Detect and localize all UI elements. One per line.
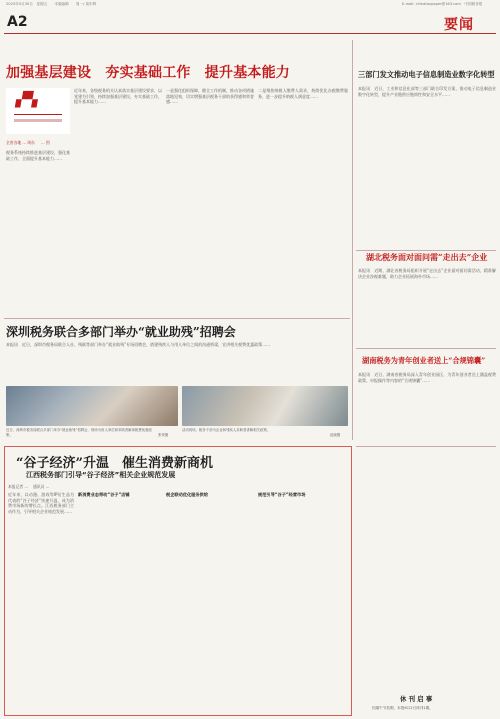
caption-left-credit: 张荣摄 xyxy=(158,433,169,437)
column-body: 因端午节放假，本报6月2日休刊1期。 xyxy=(372,706,433,710)
side-story-2-body: 本报讯 近期，湖北省税务局组织开展“走出去”企业面对面问需活动，精准解决企业涉税难题，助力企业拓展海外市场…… xyxy=(358,268,496,279)
lead-logo-brush-mark: ▞▚ xyxy=(14,92,40,108)
feature-subtitle-1: 新消费业态带动“谷子”店铺 xyxy=(78,492,130,497)
lead-logo-subtitle xyxy=(14,119,62,122)
feature-body-col-2 xyxy=(78,500,162,710)
side-story-1-headline: 三部门发文推动电子信息制造业数字化转型 xyxy=(358,70,495,79)
feature-body-col-1: 近年来，以动漫、游戏等IP衍生品为代表的“谷子经济”快速升温，成为消费市场新的增长点。江西税务部门主动作为，引导相关企业规范发展…… xyxy=(8,492,74,514)
photo-job-fair-right xyxy=(182,386,348,426)
column-title: 休 刊 启 事 xyxy=(400,695,433,703)
column-body-area xyxy=(358,450,496,690)
side-story-1-body: 本报讯 近日，工业和信息化部等三部门联合印发方案，推动电子信息制造业数字化转型，提升产业链供应链韧性和安全水平…… xyxy=(358,86,496,97)
employment-headline: 深圳税务联合多部门举办“就业助残”招聘会 xyxy=(6,325,236,339)
feature-body-col-4 xyxy=(258,500,346,710)
page-number: A2 xyxy=(7,14,28,30)
caption-left: 近日，深圳市税务局联合多部门举办“就业助残”招聘会，现场为用人单位和求职者解读税费优惠政策。 xyxy=(6,428,152,437)
feature-subheadline: 江西税务部门引导“谷子经济”相关企业规范发展 xyxy=(26,471,176,479)
feature-body-col-3 xyxy=(166,500,254,710)
caption-right: 活动现场，税务干部为企业和残疾人求职者讲解相关政策。 xyxy=(182,428,271,432)
side-divider-1 xyxy=(356,250,496,251)
side-divider-2 xyxy=(356,348,496,349)
lead-headline: 加强基层建设 夯实基础工作 提升基本能力 xyxy=(6,65,290,81)
lead-logo-underline xyxy=(14,114,62,115)
masthead-date-line: 2025年5月30日 星期五 本版编辑 周一/ 周东辉 xyxy=(6,2,97,6)
lead-logo-block xyxy=(6,88,70,134)
lead-byline: 全省各地 ... 周东 ... 图 xyxy=(6,140,50,145)
column-top-divider xyxy=(356,446,496,447)
side-story-2-headline: 湖北税务面对面问需“走出去”企业 xyxy=(366,252,488,262)
lead-intro: 税务系统持续推进基层建设，强化基础工作，全面提升基本能力…… xyxy=(6,150,70,161)
feature-headline: “谷子经济”升温 催生消费新商机 xyxy=(16,456,213,471)
side-story-3-body: 本报讯 近日，湖南省税务局深入青年创业园区，为青年创业者送上涵盖税费政策、申报操作等内容的“合规锦囊”…… xyxy=(358,372,496,383)
feature-subtitle-2: 税企联动优化服务供给 xyxy=(166,492,208,497)
masthead-divider xyxy=(4,33,496,34)
right-column-divider xyxy=(352,40,353,440)
masthead-contact: E-mail: chinataxpaper@163.com 中国税务报 xyxy=(402,2,483,6)
section-title: 要闻 xyxy=(444,17,474,33)
caption-right-credit: 赵晓摄 xyxy=(330,433,341,437)
lead-paragraph-3: 二是聚焦纳税人缴费人需求，持续优化办税缴费服务，进一步提升纳税人满意度…… xyxy=(258,88,348,99)
side-story-3-headline: 湖南税务为青年创业者送上“合规锦囊” xyxy=(362,356,486,365)
photo-job-fair-left xyxy=(6,386,178,426)
lead-paragraph-1: 近年来，各级税务机关认真落实基层建设要求，以党建为引领，持续加强基层建设，夯实基础工作，提升基本能力…… xyxy=(74,88,162,105)
lead-paragraph-2: 一是强化组织保障，健全工作机制，推动各项措施落地见效，切实增强基层税务干部的获得感和荣誉感…… xyxy=(166,88,254,105)
feature-byline: 本报记者 ... 通讯员 ... xyxy=(8,484,50,489)
employment-body: 本报讯 近日，深圳市税务局联合人社、残联等部门举办“就业助残”专场招聘会，搭建残疾人与用人单位之间的沟通桥梁，宣讲相关税费优惠政策…… xyxy=(6,342,271,347)
feature-subtitle-3: 规范引导“谷子”经营市场 xyxy=(258,492,306,497)
employment-top-divider xyxy=(4,318,350,319)
